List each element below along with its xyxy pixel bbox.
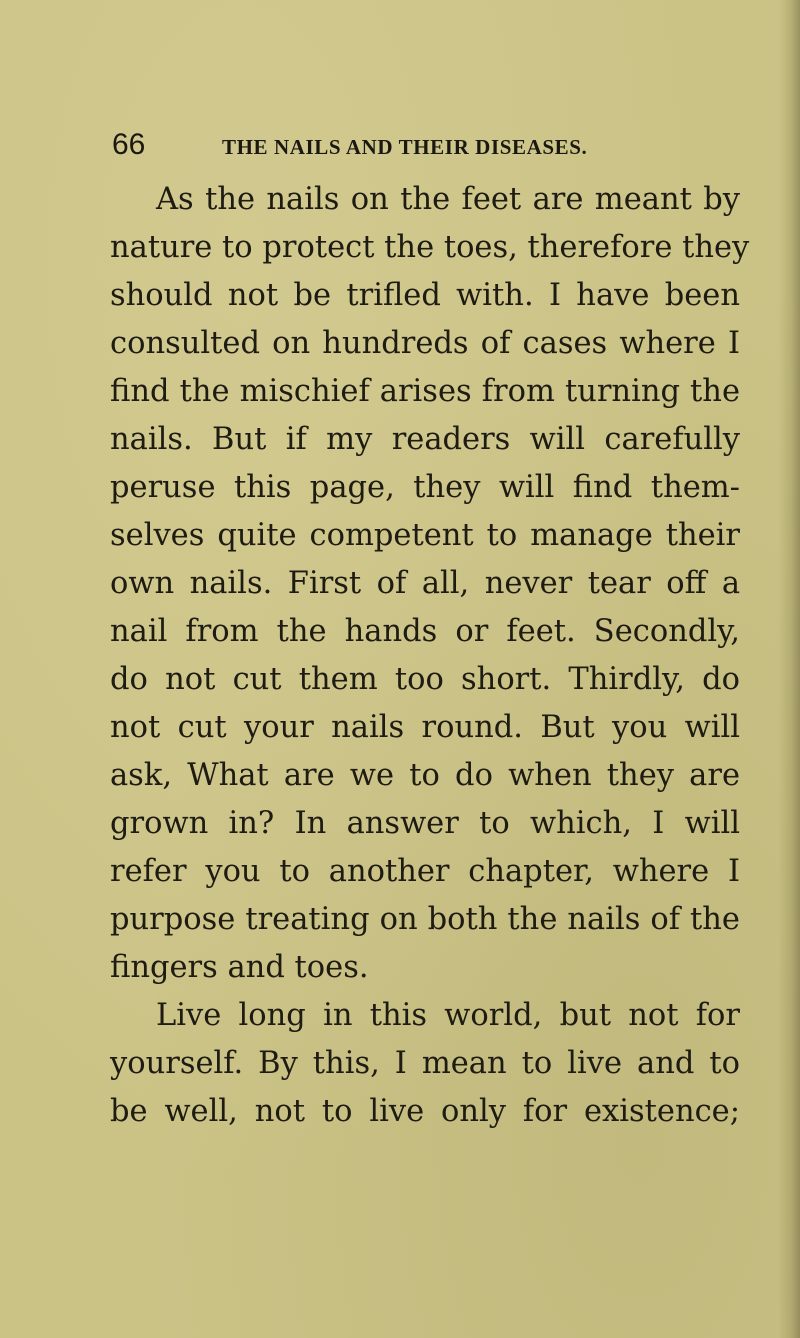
text-line: consulted on hundreds of cases where I (110, 326, 740, 361)
text-line: should not be trifled with. I have been (110, 278, 740, 313)
text-line: fingers and toes. (110, 950, 369, 985)
text-line: peruse this page, they will find them- (110, 470, 740, 505)
text-line: nails. But if my readers will carefully (110, 422, 740, 457)
text-line: grown in? In answer to which, I will (110, 806, 740, 841)
text-line: do not cut them too short. Thirdly, do (110, 662, 740, 697)
text-line: nail from the hands or feet. Secondly, (110, 614, 740, 649)
text-line: As the nails on the feet are meant by (156, 182, 740, 217)
body-text (110, 176, 750, 1136)
text-line: purpose treating on both the nails of the (110, 902, 740, 937)
text-line: selves quite competent to manage their (110, 518, 740, 553)
page-edge-shadow (778, 0, 800, 1338)
running-title: THE NAILS AND THEIR DISEASES. (222, 135, 588, 159)
text-line: not cut your nails round. But you will (110, 710, 740, 745)
page-number: 66 (112, 128, 146, 161)
text-line: nature to protect the toes, therefore they (110, 230, 750, 265)
text-line: yourself. By this, I mean to live and to (110, 1046, 740, 1081)
text-line: be well, not to live only for existence; (110, 1094, 740, 1129)
text-line: refer you to another chapter, where I (110, 854, 740, 889)
running-head (112, 128, 752, 168)
text-line: find the mischief arises from turning the (110, 374, 740, 409)
text-line: ask, What are we to do when they are (110, 758, 740, 793)
text-line: Live long in this world, but not for (156, 998, 740, 1033)
text-line: own nails. First of all, never tear off a (110, 566, 740, 601)
